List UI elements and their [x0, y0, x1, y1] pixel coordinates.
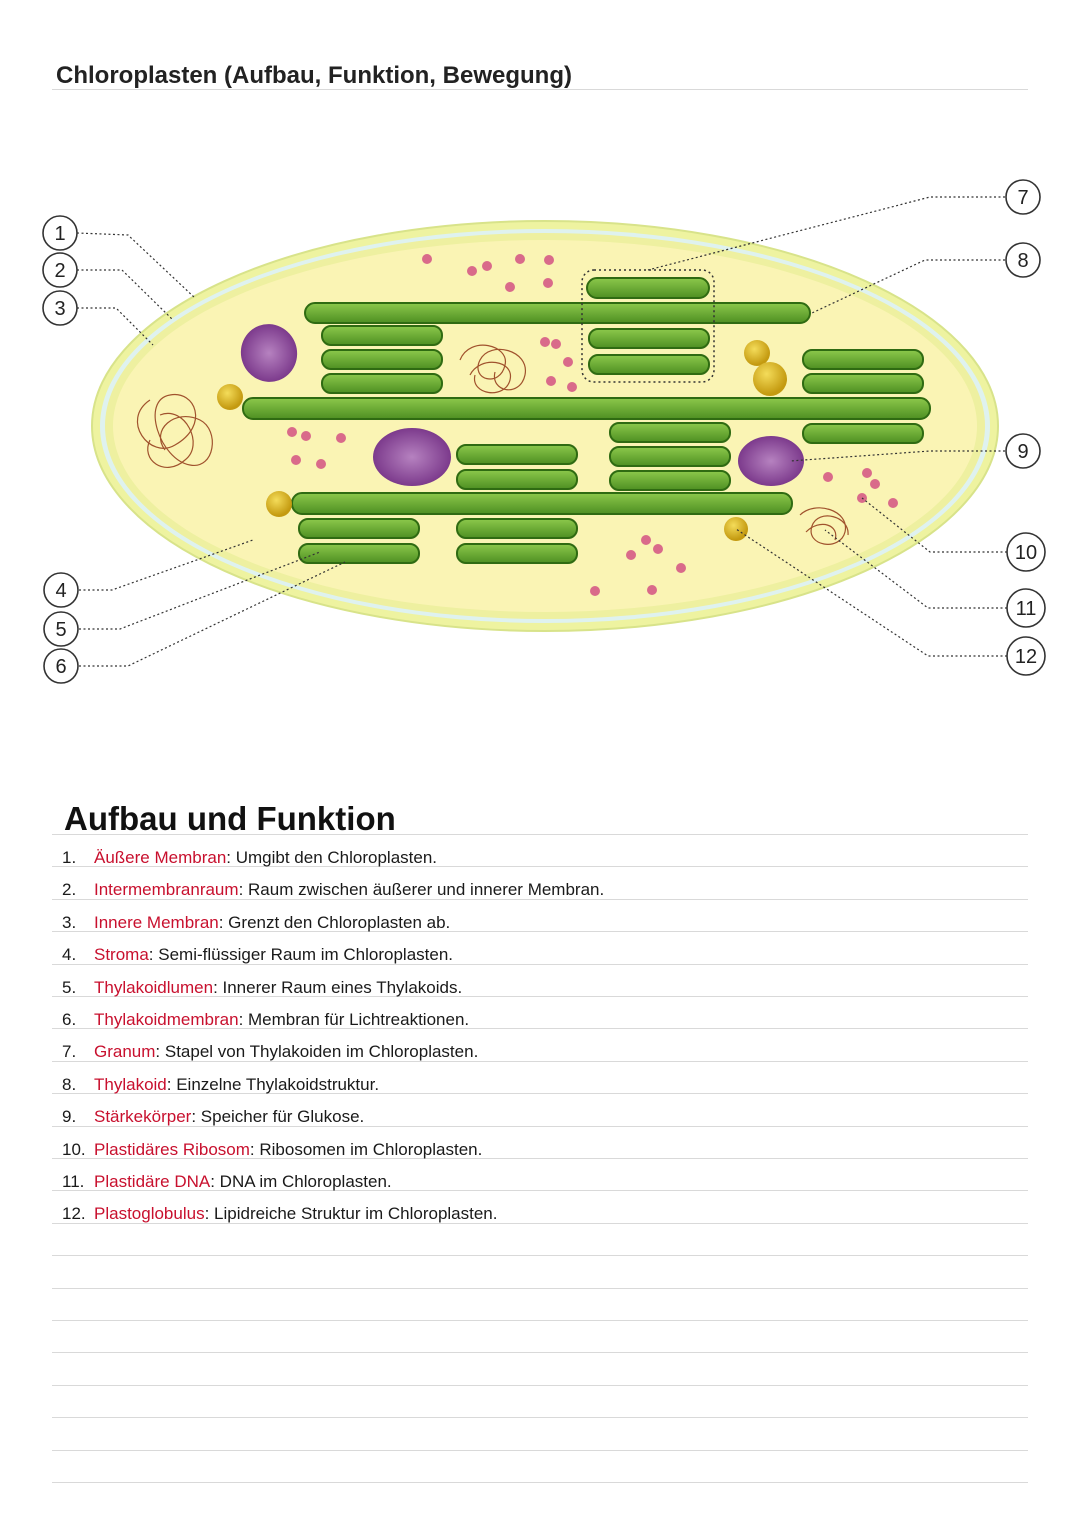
legend-number: 11.: [62, 1171, 85, 1191]
plastoglobule: [744, 340, 770, 366]
legend-term: Thylakoidlumen: [94, 977, 214, 997]
ribosome: [543, 278, 553, 288]
ribosome: [641, 535, 651, 545]
legend-term: Granum: [94, 1042, 156, 1062]
ribosome: [544, 255, 554, 265]
legend-description: : Ribosomen im Chloroplasten.: [249, 1139, 483, 1159]
legend-term: Stroma: [94, 945, 149, 965]
ruled-line: [52, 1450, 1028, 1451]
legend-item: [62, 939, 604, 971]
legend-item: [62, 1198, 604, 1230]
section-title: Aufbau und Funktion: [64, 800, 396, 837]
ruled-line: [52, 1255, 1028, 1256]
thylakoid-disc: [457, 544, 577, 563]
legend-item: [62, 1166, 604, 1198]
thylakoid-disc: [589, 355, 709, 374]
marker-label: 10: [1014, 542, 1038, 564]
legend-description: : Semi-flüssiger Raum im Chloroplasten.: [148, 945, 454, 965]
legend-number: 6.: [62, 1009, 77, 1029]
thylakoid-disc: [610, 447, 730, 466]
ribosome: [567, 382, 577, 392]
legend-number: 9.: [62, 1107, 77, 1127]
marker-label: 7: [1017, 187, 1029, 209]
marker-label: 3: [54, 298, 66, 320]
ribosome: [287, 427, 297, 437]
chloroplast-diagram: [0, 160, 1080, 700]
thylakoid-disc: [803, 350, 923, 369]
marker-label: 8: [1017, 250, 1029, 272]
marker-1: [43, 216, 77, 250]
thylakoid-disc: [457, 445, 577, 464]
thylakoid-disc: [299, 519, 419, 538]
thylakoid-disc: [299, 544, 419, 563]
legend-item: [62, 907, 604, 939]
legend-item: [62, 874, 604, 906]
thylakoid-disc: [610, 471, 730, 490]
legend-description: : Membran für Lichtreaktionen.: [238, 1009, 470, 1029]
thylakoid-disc: [322, 374, 442, 393]
ribosome: [301, 431, 311, 441]
starch-grain: [738, 436, 804, 486]
thylakoid-disc: [322, 350, 442, 369]
ribosome: [422, 254, 432, 264]
legend-item: [62, 1134, 604, 1166]
marker-label: 5: [55, 619, 67, 641]
marker-label: 12: [1014, 646, 1038, 668]
legend-description: : Innerer Raum eines Thylakoids.: [213, 977, 463, 997]
legend-term: Äußere Membran: [94, 848, 227, 867]
legend-item: [62, 972, 604, 1004]
legend-number: 5.: [62, 977, 77, 997]
marker-label: 4: [55, 580, 67, 602]
marker-4: [44, 573, 78, 607]
ribosome: [563, 357, 573, 367]
thylakoid-disc: [322, 326, 442, 345]
legend-description: : Lipidreiche Struktur im Chloroplasten.: [204, 1204, 498, 1224]
legend-number: 4.: [62, 945, 77, 965]
ruled-line: [52, 1288, 1028, 1289]
plastoglobule: [753, 362, 787, 396]
legend-description: : Speicher für Glukose.: [191, 1107, 365, 1127]
ruled-line: [52, 1482, 1028, 1483]
plastoglobule: [217, 384, 243, 410]
page-title: Chloroplasten (Aufbau, Funktion, Bewegung): [56, 62, 572, 89]
thylakoid-disc: [589, 329, 709, 348]
ruled-line: [52, 1320, 1028, 1321]
plastoglobule: [266, 491, 292, 517]
ruled-line: [52, 1352, 1028, 1353]
legend-term: Plastidäre DNA: [94, 1171, 211, 1191]
legend-term: Plastidäres Ribosom: [94, 1139, 250, 1159]
stroma-lamella: [243, 398, 930, 419]
starch-grain: [373, 428, 451, 486]
thylakoid-disc: [610, 423, 730, 442]
ribosome: [676, 563, 686, 573]
leader-line: [77, 233, 195, 298]
ribosome: [515, 254, 525, 264]
ribosome: [336, 433, 346, 443]
stroma-lamella: [292, 493, 792, 514]
legend-number: 3.: [62, 912, 77, 932]
legend-term: Thylakoid: [94, 1074, 167, 1094]
legend-number: 12.: [62, 1204, 86, 1224]
legend-term: Stärkekörper: [94, 1107, 192, 1127]
legend-item: [62, 1101, 604, 1133]
ribosome: [551, 339, 561, 349]
marker-7: [1006, 180, 1040, 214]
marker-10: [1007, 533, 1045, 571]
ribosome: [888, 498, 898, 508]
ribosome: [482, 261, 492, 271]
ribosome: [316, 459, 326, 469]
ribosome: [590, 586, 600, 596]
legend-list: [62, 842, 604, 1231]
ribosome: [546, 376, 556, 386]
legend-number: 1.: [62, 848, 77, 867]
legend-description: : Grenzt den Chloroplasten ab.: [218, 912, 451, 932]
legend-term: Plastoglobulus: [94, 1204, 205, 1224]
marker-9: [1006, 434, 1040, 468]
thylakoid-disc: [587, 278, 709, 298]
marker-6: [44, 649, 78, 683]
thylakoid-disc: [803, 424, 923, 443]
ribosome: [653, 544, 663, 554]
ribosome: [626, 550, 636, 560]
legend-number: 8.: [62, 1074, 77, 1094]
legend-item: [62, 1036, 604, 1068]
ribosome: [862, 468, 872, 478]
ruled-line: [52, 1385, 1028, 1386]
ribosome: [467, 266, 477, 276]
marker-label: 1: [54, 223, 66, 245]
legend-item: [62, 1004, 604, 1036]
legend-term: Intermembranraum: [94, 880, 239, 900]
thylakoid-disc: [803, 374, 923, 393]
leader-line: [77, 270, 173, 320]
legend-description: : Stapel von Thylakoiden im Chloroplasten.: [155, 1042, 479, 1062]
ribosome: [647, 585, 657, 595]
marker-label: 9: [1017, 441, 1029, 463]
legend-description: : DNA im Chloroplasten.: [210, 1171, 392, 1191]
legend-description: : Einzelne Thylakoidstruktur.: [166, 1074, 380, 1094]
thylakoid-disc: [457, 519, 577, 538]
marker-11: [1007, 589, 1045, 627]
marker-label: 6: [55, 656, 67, 678]
ribosome: [505, 282, 515, 292]
marker-2: [43, 253, 77, 287]
legend-item: [62, 842, 604, 874]
thylakoid-disc: [457, 470, 577, 489]
legend-number: 7.: [62, 1042, 77, 1062]
legend-number: 2.: [62, 880, 77, 900]
legend-description: : Umgibt den Chloroplasten.: [226, 848, 438, 867]
ribosome: [823, 472, 833, 482]
marker-5: [44, 612, 78, 646]
ruled-line: [52, 834, 1028, 835]
legend-number: 10.: [62, 1139, 86, 1159]
legend-description: : Raum zwischen äußerer und innerer Membran.: [238, 880, 605, 900]
ribosome: [870, 479, 880, 489]
marker-8: [1006, 243, 1040, 277]
marker-label: 2: [54, 260, 66, 282]
plastoglobule: [724, 517, 748, 541]
ribosome: [540, 337, 550, 347]
ribosome: [291, 455, 301, 465]
legend-term: Innere Membran: [94, 912, 219, 932]
divider: [52, 89, 1028, 90]
marker-label: 11: [1015, 598, 1037, 620]
marker-12: [1007, 637, 1045, 675]
legend-item: [62, 1069, 604, 1101]
marker-3: [43, 291, 77, 325]
ruled-line: [52, 1417, 1028, 1418]
stroma-lamella: [305, 303, 810, 323]
legend-term: Thylakoidmembran: [94, 1009, 239, 1029]
